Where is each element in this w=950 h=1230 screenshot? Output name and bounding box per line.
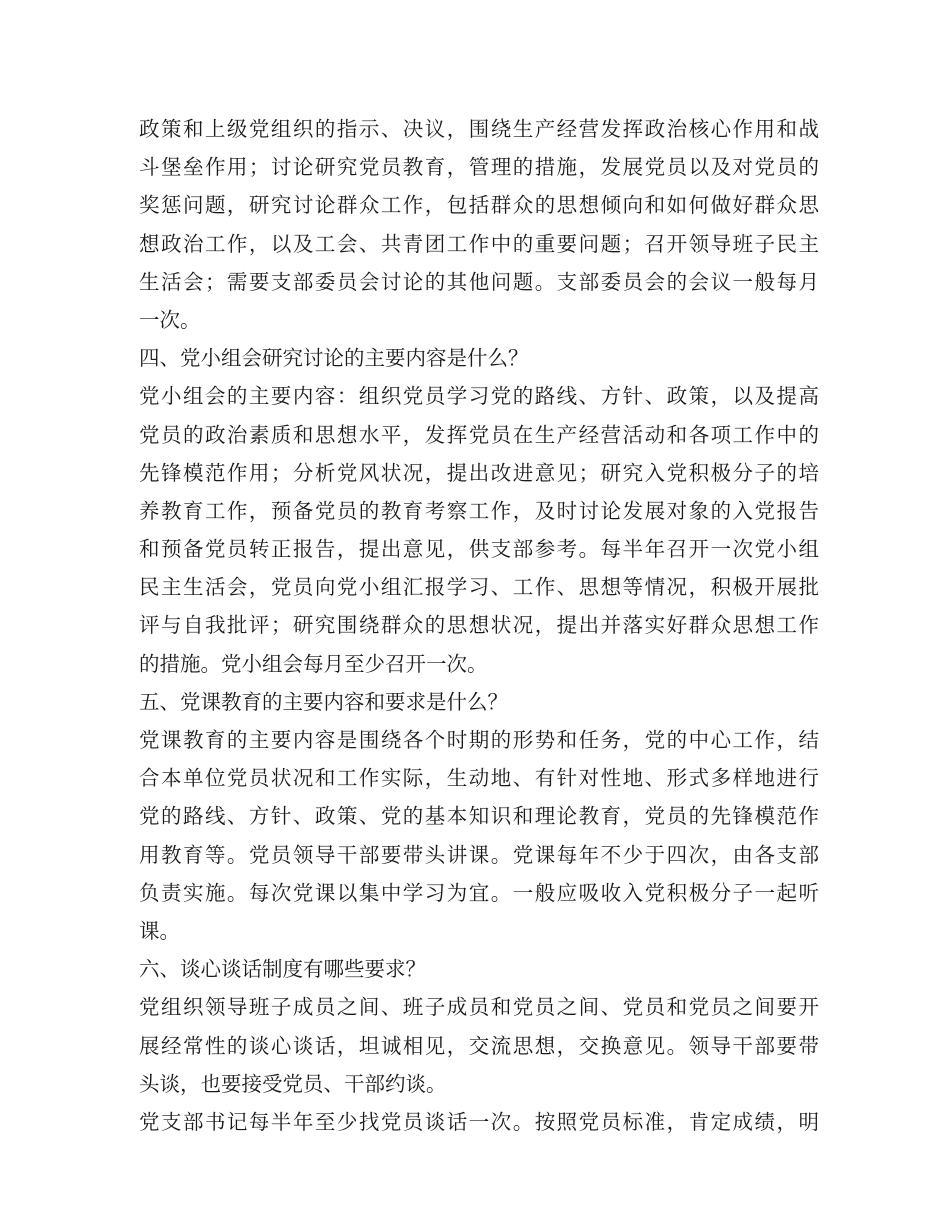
document-line: 奖惩问题，研究讨论群众工作，包括群众的思想倾向和如何做好群众思 <box>139 193 819 218</box>
document-line: 评与自我批评；研究围绕群众的思想状况，提出并落实好群众思想工作 <box>139 613 819 638</box>
document-line: 展经常性的谈心谈话，坦诚相见，交流思想，交换意见。领导干部要带 <box>139 1033 819 1058</box>
document-line: 想政治工作，以及工会、共青团工作中的重要问题；召开领导班子民主 <box>139 231 819 256</box>
document-line: 党员的政治素质和思想水平，发挥党员在生产经营活动和各项工作中的 <box>139 422 819 447</box>
document-line: 六、谈心谈话制度有哪些要求？ <box>139 957 426 982</box>
document-line: 先锋模范作用；分析党风状况，提出改进意见；研究入党积极分子的培 <box>139 460 819 485</box>
document-line: 的措施。党小组会每月至少召开一次。 <box>139 651 488 676</box>
document-line: 负责实施。每次党课以集中学习为宜。一般应吸收入党积极分子一起听 <box>139 880 819 905</box>
document-line: 党组织领导班子成员之间、班子成员和党员之间、党员和党员之间要开 <box>139 995 819 1020</box>
document-line: 民主生活会，党员向党小组汇报学习、工作、思想等情况，积极开展批 <box>139 575 819 600</box>
document-line: 党的路线、方针、政策、党的基本知识和理论教育，党员的先锋模范作 <box>139 804 819 829</box>
document-line: 和预备党员转正报告，提出意见，供支部参考。每半年召开一次党小组 <box>139 537 819 562</box>
document-line: 生活会；需要支部委员会讨论的其他问题。支部委员会的会议一般每月 <box>139 269 819 294</box>
document-line: 四、党小组会研究讨论的主要内容是什么？ <box>139 346 529 371</box>
document-line: 党课教育的主要内容是围绕各个时期的形势和任务，党的中心工作，结 <box>139 728 819 752</box>
document-line: 党支部书记每半年至少找党员谈话一次。按照党员标准，肯定成绩，明 <box>139 1109 819 1134</box>
document-line: 合本单位党员状况和工作实际，生动地、有针对性地、形式多样地进行 <box>139 766 819 791</box>
document-line: 政策和上级党组织的指示、决议，围绕生产经营发挥政治核心作用和战 <box>139 117 819 141</box>
document-line: 五、党课教育的主要内容和要求是什么？ <box>139 689 508 714</box>
document-line: 一次。 <box>139 307 201 332</box>
document-line: 用教育等。党员领导干部要带头讲课。党课每年不少于四次，由各支部 <box>139 842 819 867</box>
document-line: 头谈，也要接受党员、干部约谈。 <box>139 1071 447 1096</box>
document-line: 党小组会的主要内容：组织党员学习党的路线、方针、政策，以及提高 <box>139 384 819 409</box>
document-line: 课。 <box>139 918 180 943</box>
document-line: 斗堡垒作用；讨论研究党员教育，管理的措施，发展党员以及对党员的 <box>139 155 819 180</box>
document-line: 养教育工作，预备党员的教育考察工作，及时讨论发展对象的入党报告 <box>139 498 819 523</box>
document-body <box>139 110 819 1141</box>
